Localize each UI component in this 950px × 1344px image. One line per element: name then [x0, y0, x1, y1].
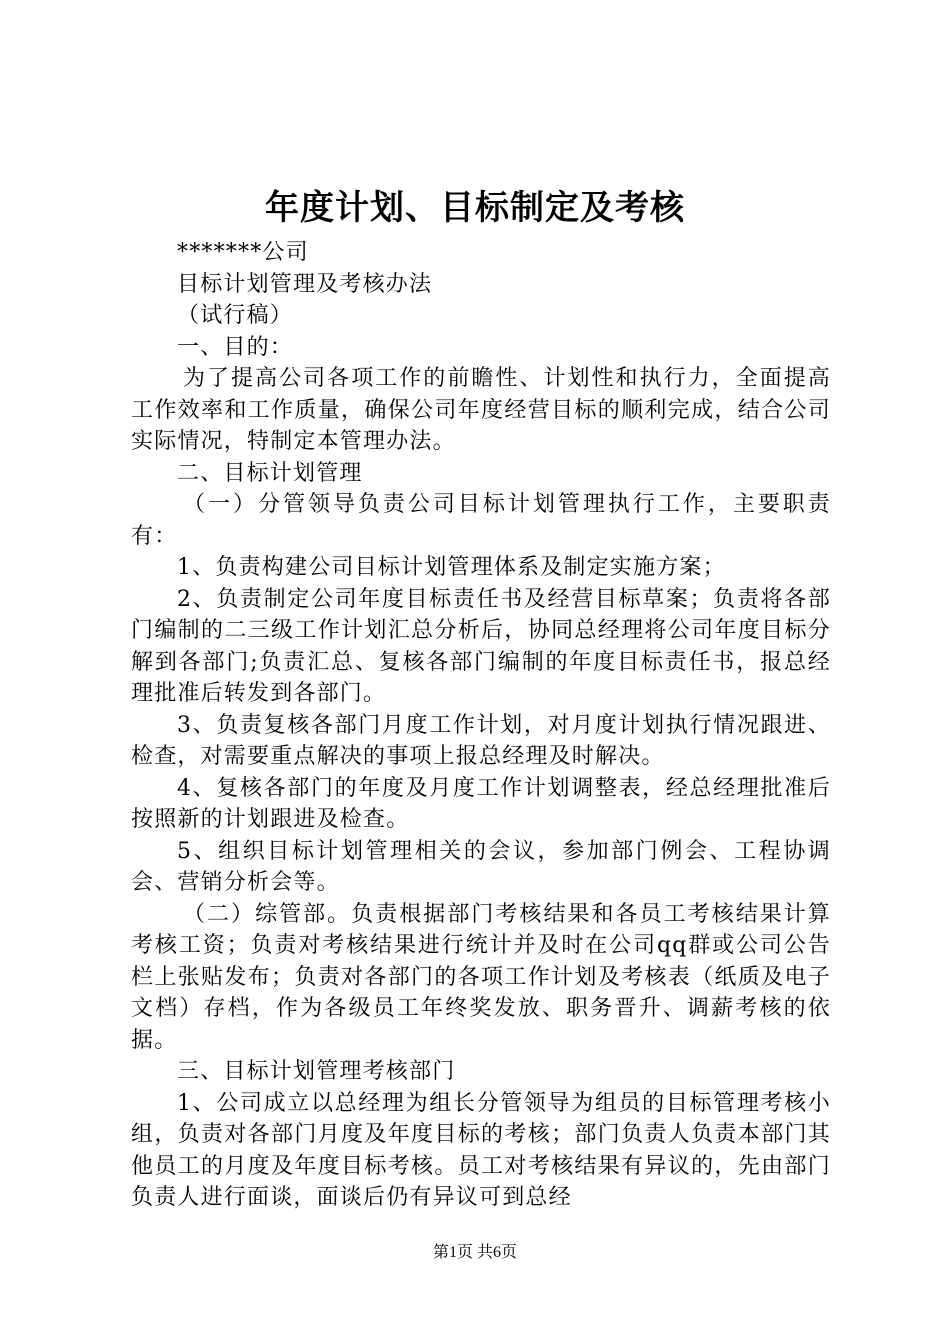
section-heading-review-dept: 三、目标计划管理考核部门 [177, 1059, 456, 1084]
paragraph-duty-5: 5、组织目标计划管理相关的会议，参加部门例会、工程协调会、营销分析会等。 [131, 838, 831, 895]
paragraph-review-1: 1、公司成立以总经理为组长分管领导为组员的目标管理考核小组，负责对各部门月度及年度目标的考核；部门负责人负责本部门其他员工的月度及年度目标考核。员工对考核结果有异议的，先由部门负责人进行面谈，面谈后仍有异议可到总经 [131, 1090, 831, 1210]
paragraph-purpose: 为了提高公司各项工作的前瞻性、计划性和执行力，全面提高工作效率和工作质量，确保公司年度经营目标的顺利完成，结合公司实际情况，特制定本管理办法。 [131, 366, 831, 454]
document-title: 年度计划、目标制定及考核 [265, 188, 685, 228]
paragraph-duty-4: 4、复核各部门的年度及月度工作计划调整表，经总经理批准后按照新的计划跟进及检查。 [131, 775, 831, 832]
paragraph-admin-dept: （二）综管部。负责根据部门考核结果和各员工考核结果计算考核工资；负责对考核结果进行统计并及时在公司qq群或公司公告栏上张贴发布；负责对各部门的各项工作计划及考核表（纸质及电子文档）存档，作为各级员工年终奖发放、职务晋升、调薪考核的依据。 [131, 901, 831, 1053]
paragraph-subtitle: 目标计划管理及考核办法 [177, 271, 433, 297]
paragraph-duty-3: 3、负责复核各部门月度工作计划，对月度计划执行情况跟进、检查，对需要重点解决的事项上报总经理及时解决。 [131, 712, 831, 769]
paragraph-leader-duties: （一）分管领导负责公司目标计划管理执行工作，主要职责有： [131, 492, 831, 549]
section-heading-purpose: 一、目的： [177, 334, 294, 360]
paragraph-duty-1: 1、负责构建公司目标计划管理体系及制定实施方案； [177, 555, 726, 580]
paragraph-duty-2: 2、负责制定公司年度目标责任书及经营目标草案；负责将各部门编制的二三级工作计划汇总分析后，协同总经理将公司年度目标分解到各部门;负责汇总、复核各部门编制的年度目标责任书，报总经理批准后转发到各部门。 [131, 586, 831, 706]
section-heading-plan-management: 二、目标计划管理 [177, 460, 363, 486]
paragraph-company: *******公司 [177, 240, 309, 265]
document-body [131, 237, 831, 1214]
paragraph-draft-note: （试行稿） [177, 303, 294, 328]
page-number: 第1页 共6页 [432, 1244, 517, 1261]
